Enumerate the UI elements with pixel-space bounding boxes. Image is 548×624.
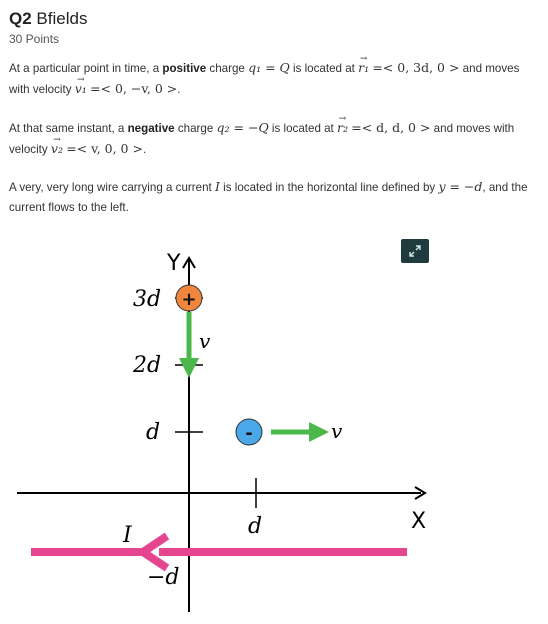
tick-label-2d: 2d bbox=[133, 353, 162, 378]
diagram-svg bbox=[9, 236, 433, 619]
position-2-value: =< d, d, 0 > bbox=[351, 120, 431, 135]
velocity-1-vector: → v₁ bbox=[75, 79, 87, 99]
expand-icon bbox=[408, 244, 422, 258]
field-diagram bbox=[9, 236, 433, 619]
expand-image-button[interactable] bbox=[401, 239, 429, 263]
paragraph-positive-charge: At a particular point in time, a positive charge q₁ = Q is located at → r₁ =< 0, 3d, 0 > and moves with velocity → v₁ =< 0, −v, 0 >. bbox=[9, 58, 541, 100]
positive-charge-sign: + bbox=[181, 289, 197, 310]
position-1-vector: → r₁ bbox=[358, 58, 369, 78]
tick-label-d-x: d bbox=[248, 514, 263, 539]
positive-keyword: positive bbox=[162, 62, 207, 75]
position-2-vector: → r₂ bbox=[337, 118, 348, 138]
question-points: 30 Points bbox=[9, 32, 60, 46]
question-title bbox=[9, 9, 87, 29]
position-1-value: =< 0, 3d, 0 > bbox=[372, 60, 460, 75]
tick-label-neg-d: −d bbox=[147, 565, 180, 590]
question-label: Q2 bbox=[9, 9, 32, 28]
velocity-2-vector: → v₂ bbox=[51, 139, 63, 159]
velocity-label-1: v bbox=[199, 329, 211, 353]
negative-charge-sign: - bbox=[245, 423, 253, 444]
question-name: Bfields bbox=[36, 9, 88, 28]
current-label: I bbox=[123, 523, 132, 548]
velocity-arrow-1-head bbox=[179, 358, 199, 378]
velocity-label-2: v bbox=[331, 419, 343, 443]
velocity-1-value: =< 0, −v, 0 > bbox=[90, 81, 178, 96]
paragraph-negative-charge: At that same instant, a negative charge q₂ = −Q is located at → r₂ =< d, d, 0 > and moves with velocity → v₂ =< v, 0, 0 >. bbox=[9, 118, 541, 160]
paragraph-wire: A very, very long wire carrying a current I is located in the horizontal line defined by y = −d, and the current flows to the left. bbox=[9, 179, 528, 214]
velocity-arrow-2-head bbox=[309, 422, 329, 442]
charge-1-equation: q₁ = Q bbox=[248, 60, 290, 75]
velocity-2-value: =< v, 0, 0 > bbox=[66, 141, 143, 156]
tick-label-d-y: d bbox=[146, 420, 161, 445]
x-axis-label: X bbox=[411, 509, 427, 534]
y-axis-label: Y bbox=[167, 251, 181, 276]
negative-keyword: negative bbox=[127, 122, 175, 135]
tick-label-3d: 3d bbox=[133, 287, 162, 312]
current-symbol: I bbox=[214, 179, 220, 194]
charge-2-equation: q₂ = −Q bbox=[216, 120, 269, 135]
wire-line-equation: y = −d bbox=[438, 179, 483, 194]
